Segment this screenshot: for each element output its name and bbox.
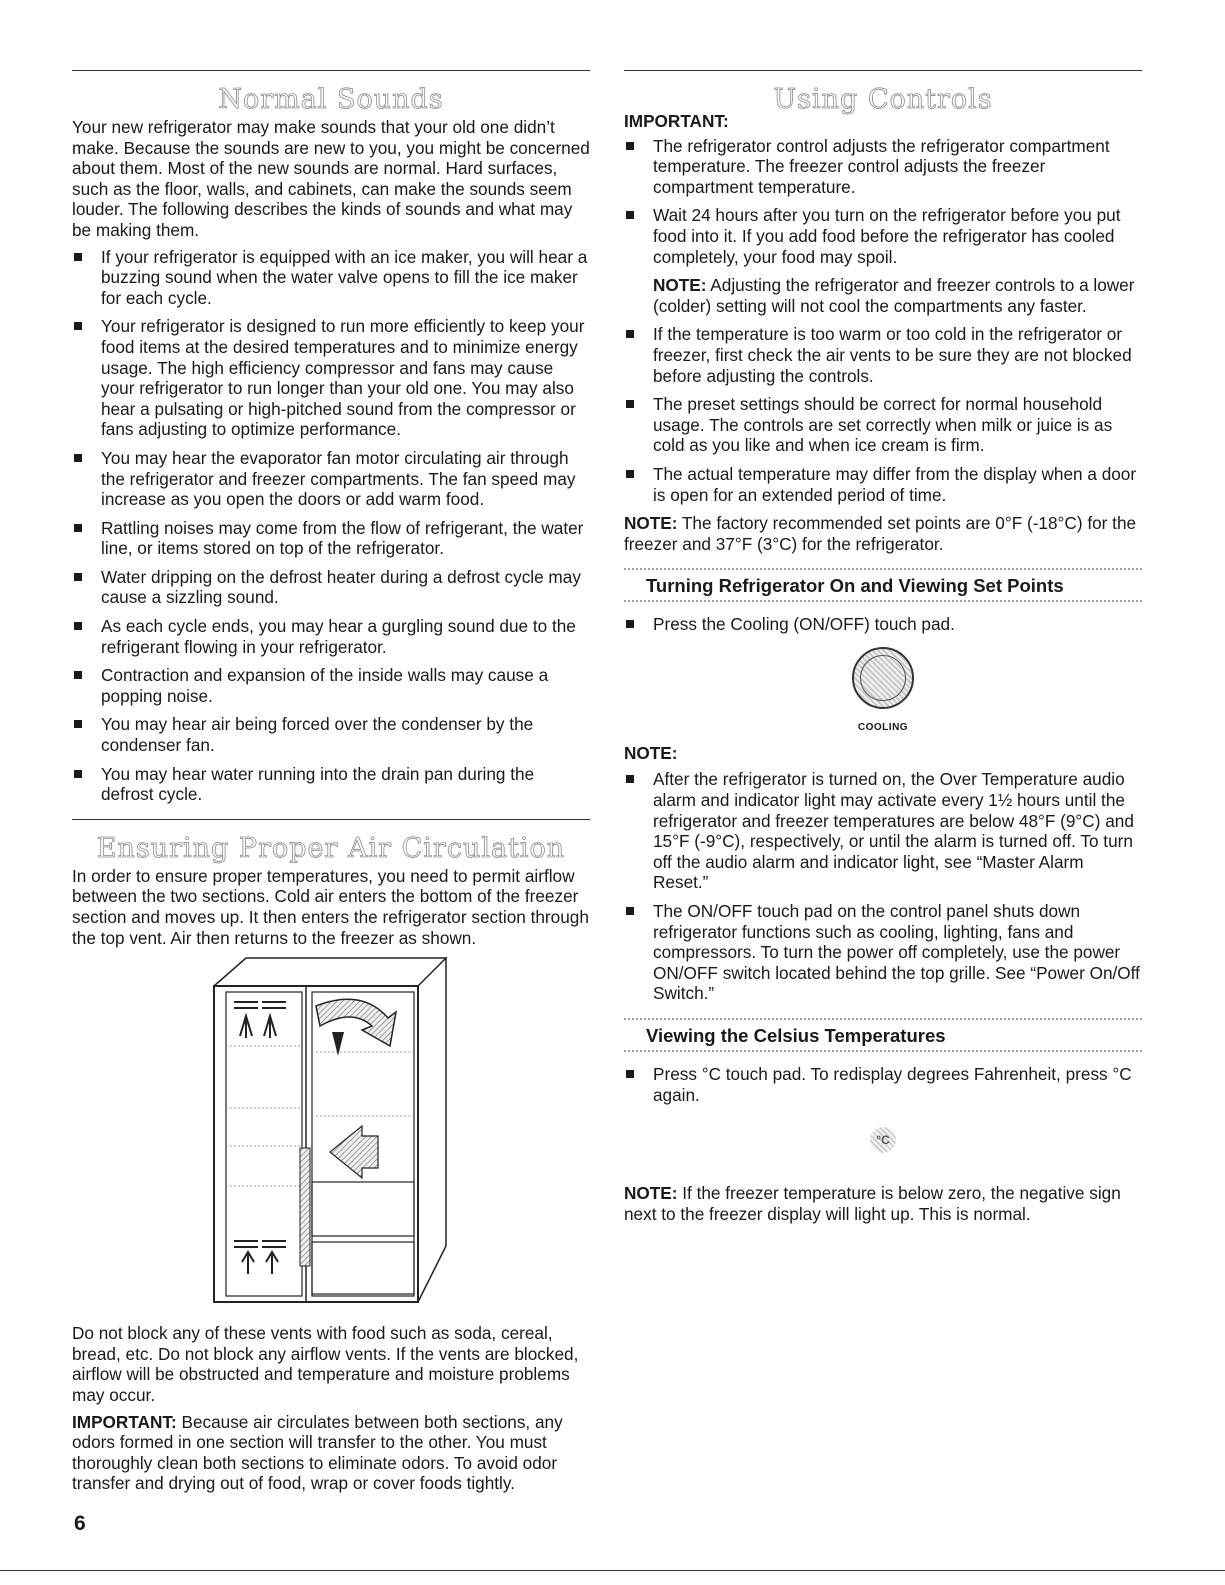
list-item: The actual temperature may differ from the display when a door is open for an extended period of time.: [624, 464, 1142, 505]
normal-sounds-title: Normal Sounds: [218, 84, 444, 115]
subheading-title: Turning Refrigerator On and Viewing Set Points: [646, 575, 1064, 597]
inline-note: [653, 275, 1142, 316]
list-item: Contraction and expansion of the inside walls may cause a popping noise.: [72, 665, 590, 706]
note-label: NOTE:: [653, 275, 707, 296]
using-controls-title: Using Controls: [773, 84, 993, 115]
list-item: If your refrigerator is equipped with an ice maker, you will hear a buzzing sound when the water valve opens to fill the ice maker for each cycle.: [72, 247, 590, 309]
controls-list: [624, 136, 1142, 506]
list-item: Press the Cooling (ON/OFF) touch pad.: [624, 614, 1142, 635]
celsius-list: [624, 1064, 1142, 1105]
vents-paragraph: Do not block any of these vents with food such as soda, cereal, bread, etc. Do not block any airflow vents. If the vents are blocked, airflow will be obstructed and temperature and moisture problems may occur.: [72, 1323, 579, 1405]
section-rule: [72, 819, 590, 820]
dotted-rule: [624, 600, 1142, 602]
important-label: IMPORTANT:: [72, 1411, 177, 1432]
airflow-diagram: [212, 956, 590, 1311]
refrigerator-airflow-illustration: [212, 956, 448, 1306]
list-item: You may hear the evaporator fan motor circulating air through the refrigerator and freezer compartments. The fan speed may increase as you open the doors or add warm food.: [72, 448, 590, 510]
dotted-rule: [624, 1050, 1142, 1052]
turning-on-list: [624, 614, 1142, 635]
list-item: As each cycle ends, you may hear a gurgling sound due to the refrigerant flowing in your refrigerator.: [72, 616, 590, 657]
note-label: NOTE:: [624, 1183, 678, 1204]
list-item: After the refrigerator is turned on, the Over Temperature audio alarm and indicator light may activate every 1½ hours until the refrigerator and freezer temperatures are below 48°F (9°C) and 15°F (-9°C), respectively, or until the alarm is turned off. To turn off the audio alarm and indicator light, see “Master Alarm Reset.”: [624, 769, 1142, 893]
section-rule: [72, 70, 590, 71]
celsius-note: [624, 1183, 1142, 1224]
cooling-button-icon: [852, 647, 914, 709]
air-circulation-title: Ensuring Proper Air Circulation: [96, 832, 566, 864]
page-bottom-rule: [0, 1570, 1225, 1571]
note-text: The factory recommended set points are 0°F (-18°C) for the freezer and 37°F (3°C) for the refrigerator.: [624, 513, 1137, 554]
normal-sounds-list: [72, 247, 590, 805]
list-item: The refrigerator control adjusts the refrigerator compartment temperature. The freezer control adjusts the freezer compartment temperature.: [624, 136, 1142, 198]
list-item-text: Wait 24 hours after you turn on the refrigerator before you put food into it. If you add food before the refrigerator has cooled completely, your food may spoil.: [653, 205, 1121, 267]
cooling-button-figure: [624, 647, 1142, 733]
celsius-button-figure: [624, 1127, 1142, 1153]
normal-sounds-intro: Your new refrigerator may make sounds that your old one didn’t make. Because the sounds are new to you, you might be concerned about them. Most of the new sounds are normal. Hard surfaces, such as the floor, walls, and cabinets, can make the sounds seem louder. The following describes the kinds of sounds and what may be making them.: [72, 117, 590, 240]
note-label: NOTE:: [624, 513, 678, 534]
celsius-subheading: [624, 1018, 1142, 1052]
list-item: Your refrigerator is designed to run more efficiently to keep your food items at the desired temperatures and to minimize energy usage. The high efficiency compressor and fans may cause your refrigerator to run longer than your old one. You may also hear a pulsating or high-pitched sound from the compressor or fans adjusting to optimize performance.: [72, 316, 590, 440]
page-number: 6: [74, 1512, 86, 1535]
list-item: The ON/OFF touch pad on the control panel shuts down refrigerator functions such as cooling, lighting, fans and compressors. To turn the power off completely, use the power ON/OFF switch located behind the top grille. See “Power On/Off Switch.”: [624, 901, 1142, 1004]
setpoints-note: [624, 513, 1142, 554]
list-item: If the temperature is too warm or too cold in the refrigerator or freezer, first check the air vents to be sure they are not blocked before adjusting the controls.: [624, 324, 1142, 386]
turning-on-subheading: [624, 568, 1142, 602]
important-paragraph: [72, 1412, 590, 1494]
alarm-notes-list: [624, 769, 1142, 1004]
important-text: Because air circulates between both sections, any odors formed in one section will transfer to the other. You must thoroughly clean both sections to eliminate odors. To avoid odor transfer and drying out of food, wrap or cover foods tightly.: [72, 1411, 563, 1494]
note-text: Adjusting the refrigerator and freezer controls to a lower (colder) setting will not cool the compartments any faster.: [653, 275, 1135, 316]
section-rule: [624, 70, 1142, 71]
celsius-button-icon: °C: [870, 1127, 896, 1153]
subheading-title: Viewing the Celsius Temperatures: [646, 1025, 946, 1046]
list-item: The preset settings should be correct for normal household usage. The controls are set correctly when milk or juice is as cold as you like and when ice cream is firm.: [624, 394, 1142, 456]
list-item: [624, 205, 1142, 316]
note-text: If the freezer temperature is below zero, the negative sign next to the freezer display will light up. This is normal.: [624, 1183, 1121, 1224]
list-item: You may hear water running into the drain pan during the defrost cycle.: [72, 764, 590, 805]
list-item: Water dripping on the defrost heater during a defrost cycle may cause a sizzling sound.: [72, 567, 590, 608]
air-circulation-intro: In order to ensure proper temperatures, you need to permit airflow between the two sections. Cold air enters the bottom of the freezer section and moves up. It then enters the refrigerator section through the top vent. Air then returns to the freezer as shown.: [72, 865, 589, 948]
left-column: [72, 70, 590, 1494]
right-column: [624, 70, 1142, 1224]
note-heading: NOTE:: [624, 742, 678, 763]
list-item: You may hear air being forced over the condenser by the condenser fan.: [72, 714, 590, 755]
list-item: Press °C touch pad. To redisplay degrees Fahrenheit, press °C again.: [624, 1064, 1142, 1105]
list-item: Rattling noises may come from the flow of refrigerant, the water line, or items stored on top of the refrigerator.: [72, 518, 590, 559]
cooling-label: COOLING: [857, 721, 909, 733]
important-label: IMPORTANT:: [624, 111, 729, 131]
